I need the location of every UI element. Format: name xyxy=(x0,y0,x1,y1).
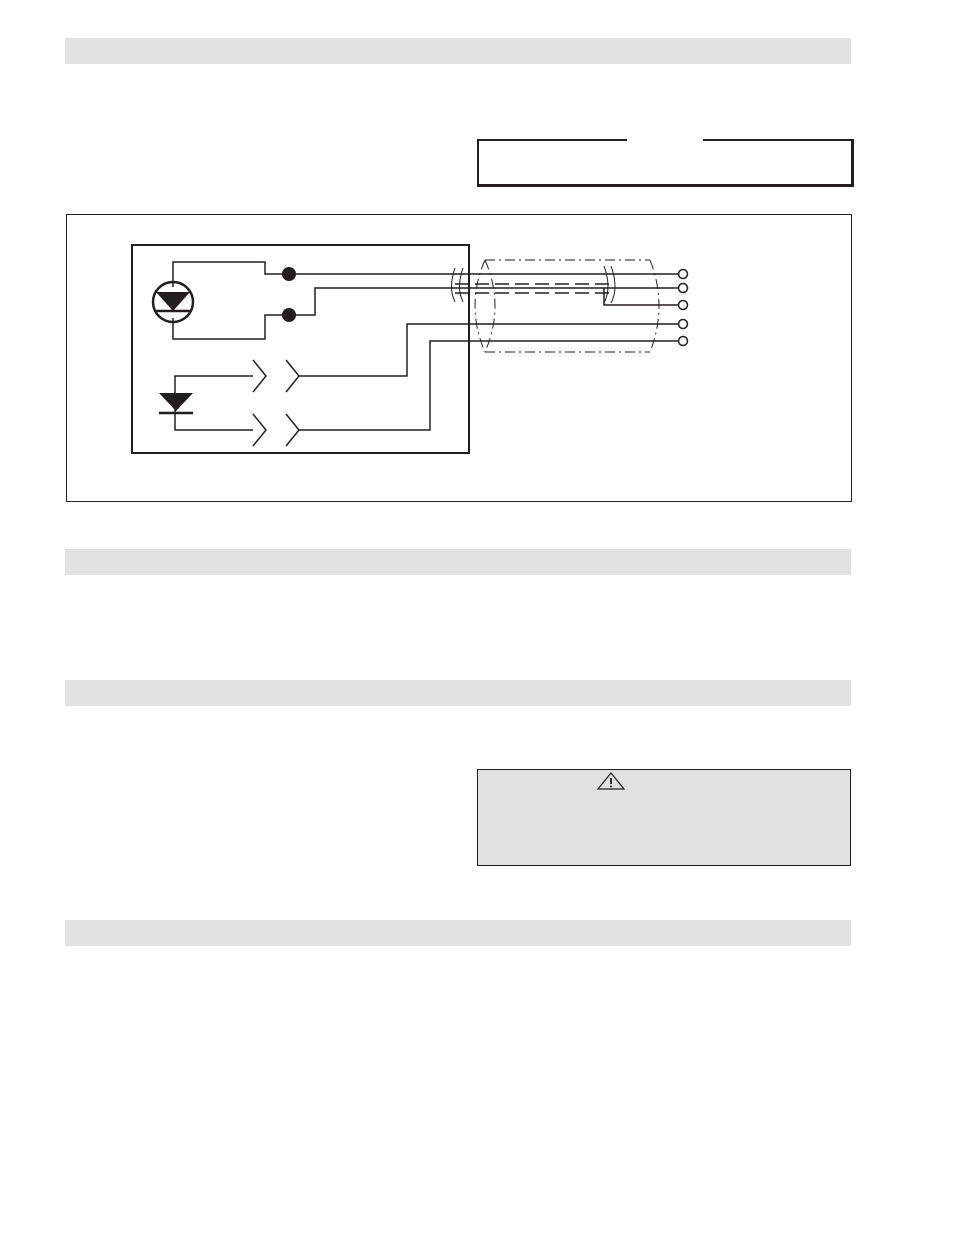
section-header-4 xyxy=(65,920,851,946)
caution-box xyxy=(477,769,851,866)
warning-triangle-icon xyxy=(597,772,625,790)
photodiode-icon xyxy=(159,376,253,430)
terminal-circle-icon xyxy=(679,337,688,346)
section-header-3 xyxy=(65,680,851,706)
terminal-circle-icon xyxy=(679,301,688,310)
terminal-circle-icon xyxy=(679,270,688,279)
led-icon xyxy=(153,262,289,339)
sensor-housing xyxy=(132,245,469,453)
terminal-circle-icon xyxy=(679,284,688,293)
terminal-circle-icon xyxy=(679,320,688,329)
section-header-2 xyxy=(65,549,851,575)
